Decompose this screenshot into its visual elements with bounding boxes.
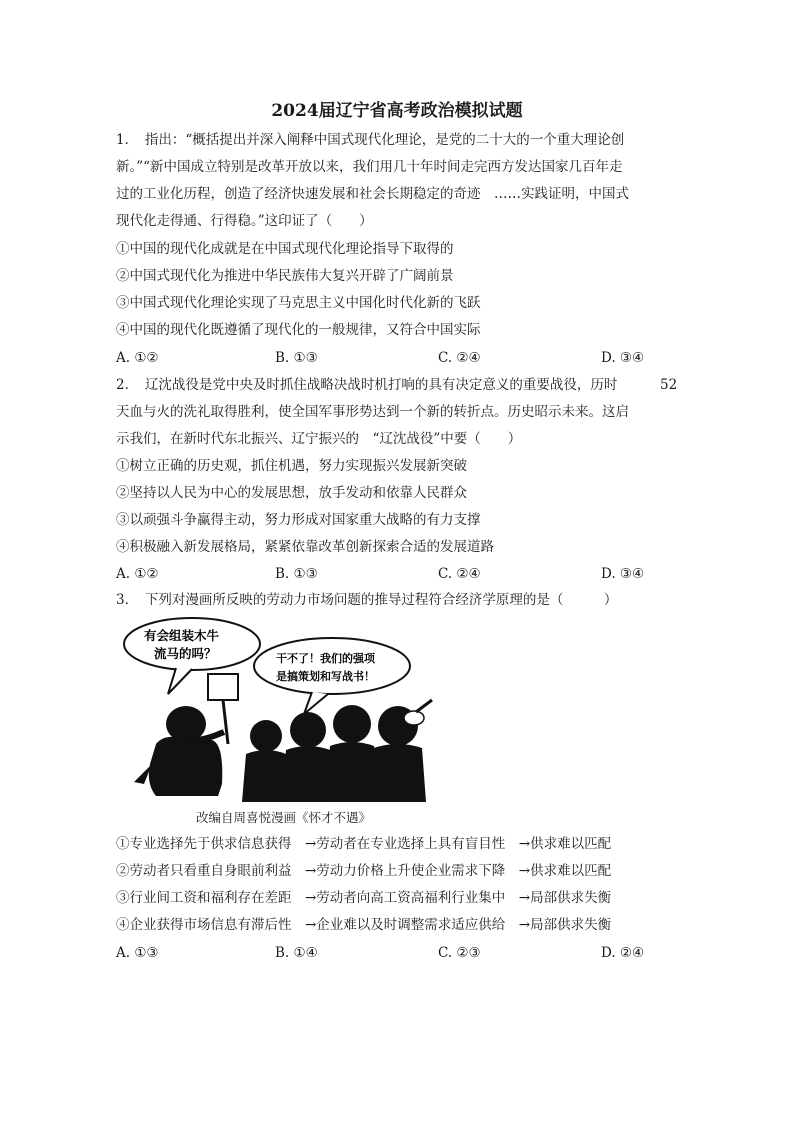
right-speech-bubble xyxy=(254,638,410,694)
q3-choice-c[interactable]: C. ②③ xyxy=(438,945,481,961)
q2-item-2: ②坚持以人民为中心的发展思想，放手发动和依靠人民群众 xyxy=(116,485,467,501)
left-bubble-text-1: 有会组装木牛 xyxy=(144,628,220,643)
q1-item-3: ③中国式现代化理论实现了马克思主义中国化时代化新的飞跃 xyxy=(116,295,481,311)
q1-choice-c[interactable]: C. ②④ xyxy=(438,350,481,366)
right-bubble-text-1: 干不了！我们的强项 xyxy=(276,652,375,665)
q1-item-1: ①中国的现代化成就是在中国式现代化理论指导下取得的 xyxy=(116,241,454,257)
q3-stem: 3． 下列对漫画所反映的劳动力市场问题的推导过程符合经济学原理的是（ ） xyxy=(116,592,618,608)
q3-choice-a[interactable]: A. ①③ xyxy=(116,945,159,961)
page-title: 2024届辽宁省高考政治模拟试题 xyxy=(271,101,523,121)
left-bubble-text-2: 流马的吗？ xyxy=(154,646,217,661)
right-bubble-tail xyxy=(304,692,328,714)
q3-item-3: ③行业间工资和福利存在差距 →劳动者向高工资高福利行业集中 →局部供求失衡 xyxy=(116,890,612,906)
q2-choices xyxy=(116,565,656,583)
q3-choice-b[interactable]: B. ①④ xyxy=(275,945,318,961)
q1-stem-line-3: 过的工业化历程，创造了经济快速发展和社会长期稳定的奇迹 ……实践证明，中国式 xyxy=(116,186,629,202)
right-bubble-text-2: 是搞策划和写战书！ xyxy=(276,670,375,683)
cartoon-caption: 改编自周喜悦漫画《怀才不遇》 xyxy=(196,810,372,825)
left-bubble-tail xyxy=(168,668,192,694)
q2-stem-line-3: 示我们，在新时代东北振兴、辽宁振兴的 “辽沈战役”中要（ ） xyxy=(116,431,522,447)
q1-choices xyxy=(116,349,656,367)
q2-item-4: ④积极融入新发展格局，紧紧依靠改革创新探索合适的发展道路 xyxy=(116,539,494,555)
q3-choices xyxy=(116,944,656,962)
q3-item-2: ②劳动者只看重自身眼前利益 →劳动力价格上升使企业需求下降 →供求难以匹配 xyxy=(116,863,612,879)
q2-choice-a[interactable]: A. ①② xyxy=(116,566,159,582)
q2-stem-line-1: 2． 辽沈战役是党中央及时抓住战略决战时机打响的具有决定意义的重要战役，历时 xyxy=(116,377,618,393)
scholars-group xyxy=(242,700,432,802)
recruiter-figure xyxy=(134,674,238,796)
q3-choice-d[interactable]: D. ②④ xyxy=(601,945,645,961)
q3-item-1: ①专业选择先于供求信息获得 →劳动者在专业选择上具有盲目性 →供求难以匹配 xyxy=(116,836,612,852)
q2-choice-d[interactable]: D. ③④ xyxy=(601,566,645,582)
q2-item-1: ①树立正确的历史观，抓住机遇，努力实现振兴发展新突破 xyxy=(116,458,467,474)
q1-item-4: ④中国的现代化既遵循了现代化的一般规律，又符合中国实际 xyxy=(116,322,481,338)
q1-stem-line-1: 1． 指出：“概括提出并深入阐释中国式现代化理论，是党的二十大的一个重大理论创 xyxy=(116,132,625,148)
q2-choice-b[interactable]: B. ①③ xyxy=(275,566,318,582)
q1-choice-d[interactable]: D. ③④ xyxy=(601,350,645,366)
q2-item-3: ③以顽强斗争赢得主动，努力形成对国家重大战略的有力支撑 xyxy=(116,512,481,528)
q1-stem-line-4: 现代化走得通、行得稳。”这印证了（ ） xyxy=(116,213,373,229)
q2-choice-c[interactable]: C. ②④ xyxy=(438,566,481,582)
q1-item-2: ②中国式现代化为推进中华民族伟大复兴开辟了广阔前景 xyxy=(116,268,454,284)
q2-stem-line-2: 天血与火的洗礼取得胜利，使全国军事形势达到一个新的转折点。历史昭示未来。这启 xyxy=(116,404,629,420)
q2-side-number: 52 xyxy=(660,377,678,393)
q1-choice-a[interactable]: A. ①② xyxy=(116,350,159,366)
q3-item-4: ④企业获得市场信息有滞后性 →企业难以及时调整需求适应供给 →局部供求失衡 xyxy=(116,917,612,933)
left-speech-bubble xyxy=(124,618,260,670)
cartoon-illustration xyxy=(116,614,446,812)
q1-stem-line-2: 新。”“新中国成立特别是改革开放以来，我们用几十年时间走完西方发达国家几百年走 xyxy=(116,159,623,175)
q1-choice-b[interactable]: B. ①③ xyxy=(275,350,318,366)
